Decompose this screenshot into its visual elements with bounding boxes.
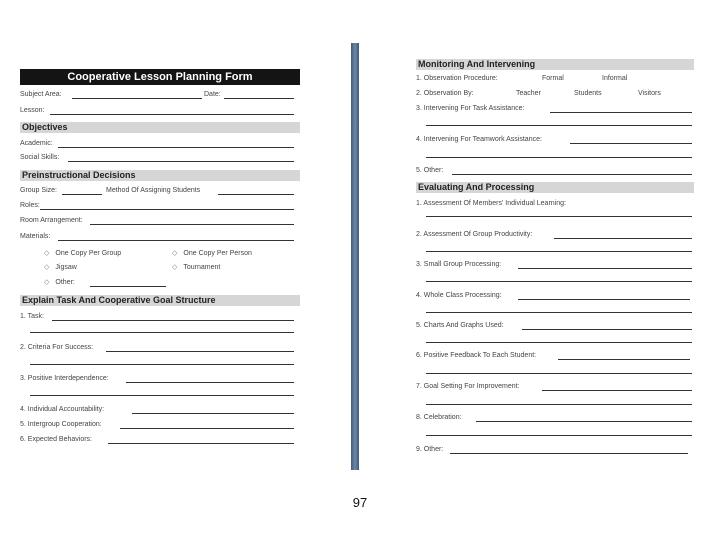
page-divider bbox=[351, 43, 359, 470]
eval-charts-label: 5. Charts And Graphs Used: bbox=[416, 322, 504, 329]
teamwork-assistance-line bbox=[570, 143, 692, 144]
eval-small-group-line-2 bbox=[426, 281, 692, 282]
eval-group-productivity-line-2 bbox=[426, 251, 692, 252]
academic-line bbox=[58, 147, 294, 148]
eval-group-productivity-line bbox=[554, 238, 692, 239]
observation-by-label: 2. Observation By: bbox=[416, 90, 474, 97]
date-line bbox=[224, 98, 294, 99]
eval-celebration-line bbox=[476, 421, 692, 422]
group-size-label: Group Size: bbox=[20, 187, 57, 194]
bullet-icon: ◇ bbox=[44, 279, 50, 286]
eval-positive-feedback-label: 6. Positive Feedback To Each Student: bbox=[416, 352, 537, 359]
form-title: Cooperative Lesson Planning Form bbox=[20, 69, 300, 85]
material-option-jigsaw: ◇ Jigsaw bbox=[44, 264, 77, 271]
explain-task-heading: Explain Task And Cooperative Goal Structure bbox=[20, 295, 300, 306]
teacher-option: Teacher bbox=[516, 90, 541, 97]
eval-whole-class-label: 4. Whole Class Processing: bbox=[416, 292, 502, 299]
eval-positive-feedback-line bbox=[558, 359, 690, 360]
roles-line bbox=[40, 209, 294, 210]
eval-goal-setting-line-2 bbox=[426, 404, 692, 405]
task-line-2 bbox=[30, 332, 294, 333]
eval-charts-line bbox=[522, 329, 692, 330]
materials-line bbox=[58, 240, 294, 241]
bullet-icon: ◇ bbox=[44, 264, 50, 271]
intergroup-label: 5. Intergroup Cooperation: bbox=[20, 421, 102, 428]
bullet-icon: ◇ bbox=[172, 250, 178, 257]
task-assistance-line-2 bbox=[426, 125, 692, 126]
material-option-one-copy-person: ◇ One Copy Per Person bbox=[172, 250, 252, 257]
lesson-line bbox=[50, 114, 294, 115]
roles-label: Roles: bbox=[20, 202, 40, 209]
room-arrangement-line bbox=[90, 224, 294, 225]
preinstructional-heading: Preinstructional Decisions bbox=[20, 170, 300, 181]
task-assistance-label: 3. Intervening For Task Assistance: bbox=[416, 105, 525, 112]
eval-celebration-line-2 bbox=[426, 435, 692, 436]
criteria-label: 2. Criteria For Success: bbox=[20, 344, 94, 351]
room-arrangement-label: Room Arrangement: bbox=[20, 217, 83, 224]
date-label: Date: bbox=[204, 91, 221, 98]
visitors-option: Visitors bbox=[638, 90, 661, 97]
materials-label: Materials: bbox=[20, 233, 51, 240]
accountability-label: 4. Individual Accountability: bbox=[20, 406, 105, 413]
eval-positive-feedback-line-2 bbox=[426, 373, 692, 374]
method-label: Method Of Assigning Students bbox=[106, 187, 201, 194]
bullet-icon: ◇ bbox=[44, 250, 50, 257]
interdependence-line-2 bbox=[30, 395, 294, 396]
observation-procedure-label: 1. Observation Procedure: bbox=[416, 75, 498, 82]
eval-goal-setting-line bbox=[542, 390, 692, 391]
social-skills-label: Social Skills: bbox=[20, 154, 60, 161]
social-skills-line bbox=[68, 161, 294, 162]
task-label: 1. Task: bbox=[20, 313, 44, 320]
eval-small-group-label: 3. Small Group Processing: bbox=[416, 261, 502, 268]
intergroup-line bbox=[120, 428, 294, 429]
eval-charts-line-2 bbox=[426, 342, 692, 343]
criteria-line-2 bbox=[30, 364, 294, 365]
material-option-tournament: ◇ Tournament bbox=[172, 264, 221, 271]
eval-goal-setting-label: 7. Goal Setting For Improvement: bbox=[416, 383, 520, 390]
academic-label: Academic: bbox=[20, 140, 53, 147]
material-option-one-copy-group: ◇ One Copy Per Group bbox=[44, 250, 122, 257]
teamwork-assistance-label: 4. Intervening For Teamwork Assistance: bbox=[416, 136, 542, 143]
eval-whole-class-line-2 bbox=[426, 312, 692, 313]
interdependence-label: 3. Positive Interdependence: bbox=[20, 375, 109, 382]
evaluating-heading: Evaluating And Processing bbox=[416, 182, 694, 193]
method-line bbox=[218, 194, 294, 195]
teamwork-assistance-line-2 bbox=[426, 157, 692, 158]
material-option-other: ◇ Other: bbox=[44, 279, 75, 286]
monitoring-heading: Monitoring And Intervening bbox=[416, 59, 694, 70]
eval-whole-class-line bbox=[518, 299, 690, 300]
subject-area-label: Subject Area: bbox=[20, 91, 62, 98]
lesson-label: Lesson: bbox=[20, 107, 45, 114]
eval-individual-learning-label: 1. Assessment Of Members' Individual Learning: bbox=[416, 200, 566, 207]
task-line bbox=[52, 320, 294, 321]
students-option: Students bbox=[574, 90, 602, 97]
bullet-icon: ◇ bbox=[172, 264, 178, 271]
task-assistance-line bbox=[550, 112, 692, 113]
eval-other-label: 9. Other: bbox=[416, 446, 444, 453]
eval-other-line bbox=[450, 453, 688, 454]
formal-option: Formal bbox=[542, 75, 564, 82]
eval-small-group-line bbox=[518, 268, 692, 269]
behaviors-label: 6. Expected Behaviors: bbox=[20, 436, 92, 443]
subject-area-line bbox=[72, 98, 202, 99]
eval-celebration-label: 8. Celebration: bbox=[416, 414, 462, 421]
accountability-line bbox=[132, 413, 294, 414]
slide-number: 97 bbox=[352, 495, 368, 510]
group-size-line bbox=[62, 194, 102, 195]
material-other-line bbox=[90, 286, 166, 287]
objectives-heading: Objectives bbox=[20, 122, 300, 133]
interdependence-line bbox=[126, 382, 294, 383]
eval-individual-learning-line bbox=[426, 216, 692, 217]
eval-group-productivity-label: 2. Assessment Of Group Productivity: bbox=[416, 231, 533, 238]
criteria-line bbox=[106, 351, 294, 352]
informal-option: Informal bbox=[602, 75, 628, 82]
other-label: 5. Other: bbox=[416, 167, 444, 174]
behaviors-line bbox=[108, 443, 294, 444]
other-line bbox=[452, 174, 692, 175]
